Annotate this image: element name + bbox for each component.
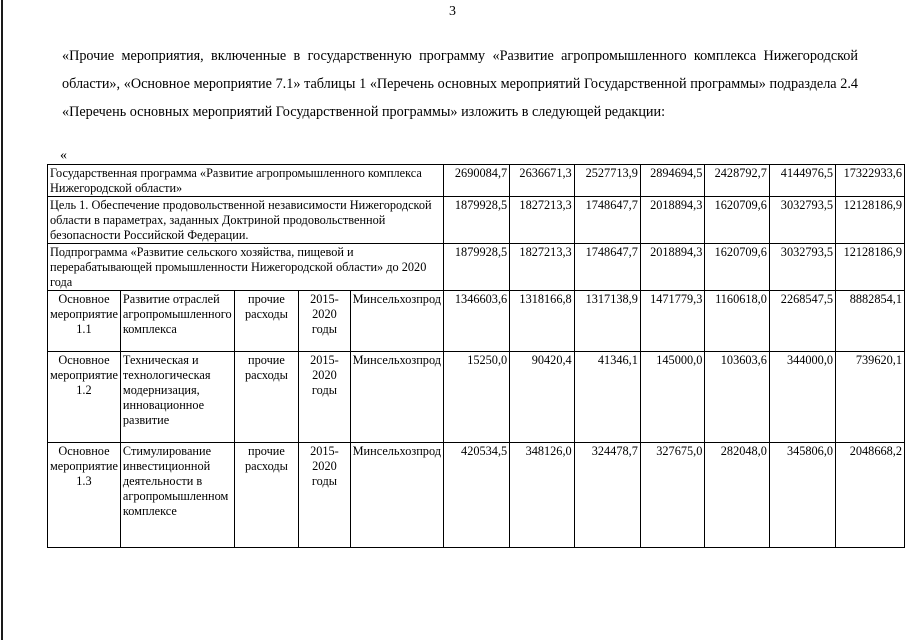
value-cell: 1471779,3 xyxy=(640,291,705,352)
value-cell: 12128186,9 xyxy=(836,197,905,244)
value-cell: 15250,0 xyxy=(444,352,510,443)
activity-code: Основное мероприятие 1.3 xyxy=(48,443,121,548)
executor: Минсельхозпрод xyxy=(350,443,443,548)
value-cell: 2018894,3 xyxy=(640,197,705,244)
value-cell: 2268547,5 xyxy=(769,291,835,352)
period: 2015-2020 годы xyxy=(299,352,350,443)
value-cell: 2428792,7 xyxy=(705,165,770,197)
value-cell: 1317138,9 xyxy=(574,291,640,352)
activity-code: Основное мероприятие 1.1 xyxy=(48,291,121,352)
intro-paragraph: «Прочие мероприятия, включенные в государственную программу «Развитие агропромышленного комплекса Нижегородской области», «Основное мероприятие 7.1» таблицы 1 «Перечень основных мероприятий Государственной программы» подраздела 2.4 «Перечень основных мероприятий Государственной программы» изложить в следующей редакции: xyxy=(62,48,858,120)
expense-type: прочие расходы xyxy=(234,352,299,443)
table-row-goal xyxy=(48,197,905,244)
value-cell: 1160618,0 xyxy=(705,291,770,352)
executor: Минсельхозпрод xyxy=(350,291,443,352)
value-cell: 2048668,2 xyxy=(836,443,905,548)
value-cell: 145000,0 xyxy=(640,352,705,443)
value-cell: 327675,0 xyxy=(640,443,705,548)
expense-type: прочие расходы xyxy=(234,291,299,352)
value-cell: 2018894,3 xyxy=(640,244,705,291)
table-row-activity xyxy=(48,443,905,548)
value-cell: 1346603,6 xyxy=(444,291,510,352)
value-cell: 1879928,5 xyxy=(444,244,510,291)
value-cell: 8882854,1 xyxy=(836,291,905,352)
activity-code: Основное мероприятие 1.2 xyxy=(48,352,121,443)
scan-edge xyxy=(1,0,3,640)
value-cell: 3032793,5 xyxy=(769,244,835,291)
value-cell: 12128186,9 xyxy=(836,244,905,291)
value-cell: 324478,7 xyxy=(574,443,640,548)
period: 2015-2020 годы xyxy=(299,291,350,352)
program-activities-table xyxy=(47,164,905,548)
activity-name: Развитие отраслей агропромышленного комплекса xyxy=(120,291,234,352)
table-row-program xyxy=(48,165,905,197)
executor: Минсельхозпрод xyxy=(350,352,443,443)
value-cell: 1748647,7 xyxy=(574,197,640,244)
value-cell: 90420,4 xyxy=(510,352,575,443)
value-cell: 420534,5 xyxy=(444,443,510,548)
value-cell: 2527713,9 xyxy=(574,165,640,197)
value-cell: 17322933,6 xyxy=(836,165,905,197)
value-cell: 1748647,7 xyxy=(574,244,640,291)
value-cell: 41346,1 xyxy=(574,352,640,443)
period: 2015-2020 годы xyxy=(299,443,350,548)
value-cell: 1879928,5 xyxy=(444,197,510,244)
table-row-activity xyxy=(48,291,905,352)
value-cell: 345806,0 xyxy=(769,443,835,548)
activity-name: Стимулирование инвестиционной деятельности в агропромышленном комплексе xyxy=(120,443,234,548)
value-cell: 1620709,6 xyxy=(705,244,770,291)
value-cell: 282048,0 xyxy=(705,443,770,548)
page-number: 3 xyxy=(449,4,456,19)
expense-type: прочие расходы xyxy=(234,443,299,548)
value-cell: 103603,6 xyxy=(705,352,770,443)
value-cell: 3032793,5 xyxy=(769,197,835,244)
opening-quote: « xyxy=(60,148,67,163)
value-cell: 2690084,7 xyxy=(444,165,510,197)
table-row-subprogram xyxy=(48,244,905,291)
value-cell: 1318166,8 xyxy=(510,291,575,352)
value-cell: 2894694,5 xyxy=(640,165,705,197)
value-cell: 2636671,3 xyxy=(510,165,575,197)
row-title: Государственная программа «Развитие агропромышленного комплекса Нижегородской области» xyxy=(48,165,444,197)
value-cell: 739620,1 xyxy=(836,352,905,443)
value-cell: 1620709,6 xyxy=(705,197,770,244)
value-cell: 348126,0 xyxy=(510,443,575,548)
row-title: Цель 1. Обеспечение продовольственной независимости Нижегородской области в параметрах, заданных Доктриной продовольственной безопасности Российской Федерации. xyxy=(48,197,444,244)
table-row-activity xyxy=(48,352,905,443)
activity-name: Техническая и технологическая модернизация, инновационное развитие xyxy=(120,352,234,443)
value-cell: 4144976,5 xyxy=(769,165,835,197)
value-cell: 1827213,3 xyxy=(510,197,575,244)
value-cell: 1827213,3 xyxy=(510,244,575,291)
row-title: Подпрограмма «Развитие сельского хозяйства, пищевой и перерабатывающей промышленности Нижегородской области» до 2020 года xyxy=(48,244,444,291)
value-cell: 344000,0 xyxy=(769,352,835,443)
